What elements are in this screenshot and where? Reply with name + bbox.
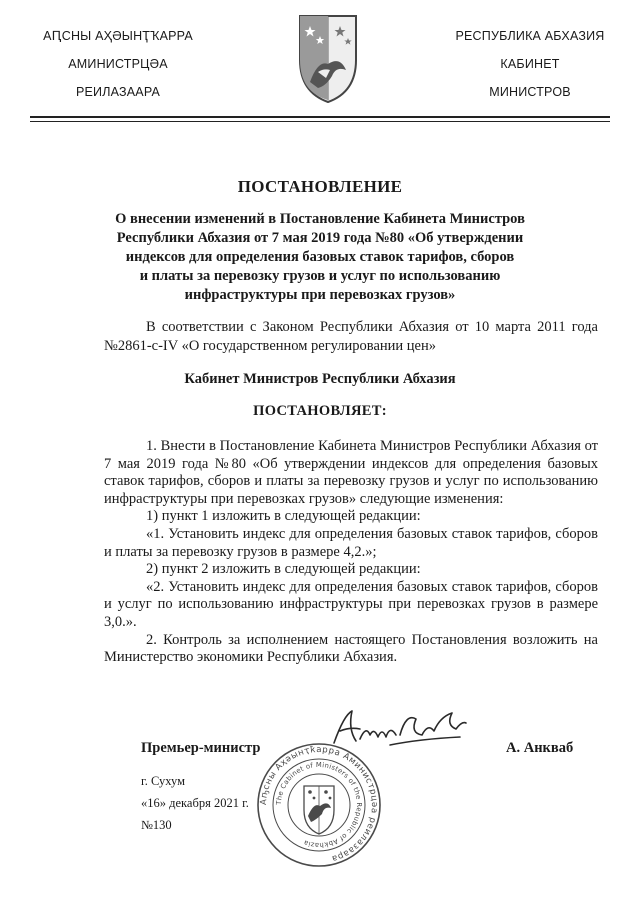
header-right-line-3: МИНИСТРОВ: [489, 85, 571, 99]
coat-of-arms-icon: [296, 12, 360, 106]
document-title: ПОСТАНОВЛЕНИЕ: [237, 177, 403, 196]
subject-line-1: О внесении изменений в Постановление Кабинета Министров: [115, 211, 525, 227]
header-divider-thick: [30, 116, 610, 118]
header-left-line-2: АМИНИСТРЦӘА: [68, 57, 168, 71]
header-divider-thin: [30, 121, 610, 122]
document-subject: [110, 210, 530, 305]
header-left-line-3: РЕИЛАЗААРА: [75, 85, 161, 99]
official-seal: [256, 742, 382, 868]
issuing-body: Кабинет Министров Республики Абхазия: [184, 371, 456, 387]
paragraph-2: 2. Контроль за исполнением настоящего Постановления возложить на Министерство экономики Республики Абхазия.: [104, 631, 598, 666]
subject-line-3: индексов для определения базовых ставок тарифов, сборов: [125, 249, 515, 265]
paragraph-1-quote-2: «2. Установить индекс для определения базовых ставок тарифов, сборов и услуг по использованию инфраструктуры при перевозках грузов в размере 3,0.».: [104, 578, 598, 630]
signatory-post: Премьер-министр: [141, 740, 261, 756]
subject-line-2: Республики Абхазия от 7 мая 2019 года №80 «Об утверждении: [116, 230, 524, 246]
decree-heading: ПОСТАНОВЛЯЕТ:: [253, 403, 387, 419]
header-right: [430, 22, 630, 106]
document-body: [104, 438, 598, 667]
paragraph-1-sub-2: 2) пункт 2 изложить в следующей редакции:: [146, 561, 421, 578]
subject-line-4: и платы за перевозку грузов и услуг по использованию: [139, 268, 501, 284]
legal-basis: В соответствии с Законом Республики Абхазия от 10 марта 2011 года №2861-с-IV «О государственном регулировании цен»: [104, 319, 598, 354]
header-left-line-1: АԤСНЫ АҲӘЫНҬҠАРРА: [43, 29, 193, 43]
seal-inner-text: The Cabinet of Ministers of the Republic of Abkhazia: [274, 760, 364, 850]
subject-line-5: инфраструктуры при перевозках грузов»: [184, 287, 456, 303]
document-number: №130: [141, 818, 172, 832]
issue-date: «16» декабря 2021 г.: [141, 796, 249, 810]
header-left: [18, 22, 218, 106]
header-right-line-1: РЕСПУБЛИКА АБХАЗИЯ: [455, 29, 605, 43]
paragraph-1-sub-1: 1) пункт 1 изложить в следующей редакции:: [146, 508, 421, 525]
issue-city: г. Сухум: [141, 774, 186, 788]
seal-outer-text: Аҧсны Аҳәынҭҟарра Аминистрцәа реилазаара: [258, 744, 380, 864]
paragraph-1: 1. Внести в Постановление Кабинета Министров Республики Абхазия от 7 мая 2019 года №80 «Об утверждении индексов для определения базовых ставок тарифов, сборов и платы за перевозку грузов и услуг по использованию инфраструктуры при перевозках грузов» следующие изменения:: [104, 438, 598, 507]
signatory-name: А. Анкваб: [506, 740, 574, 756]
paragraph-1-quote-1: «1. Установить индекс для определения базовых ставок тарифов, сборов и платы за перевозку грузов в размере 4,2.»;: [104, 525, 598, 560]
header-right-line-2: КАБИНЕТ: [500, 57, 560, 71]
